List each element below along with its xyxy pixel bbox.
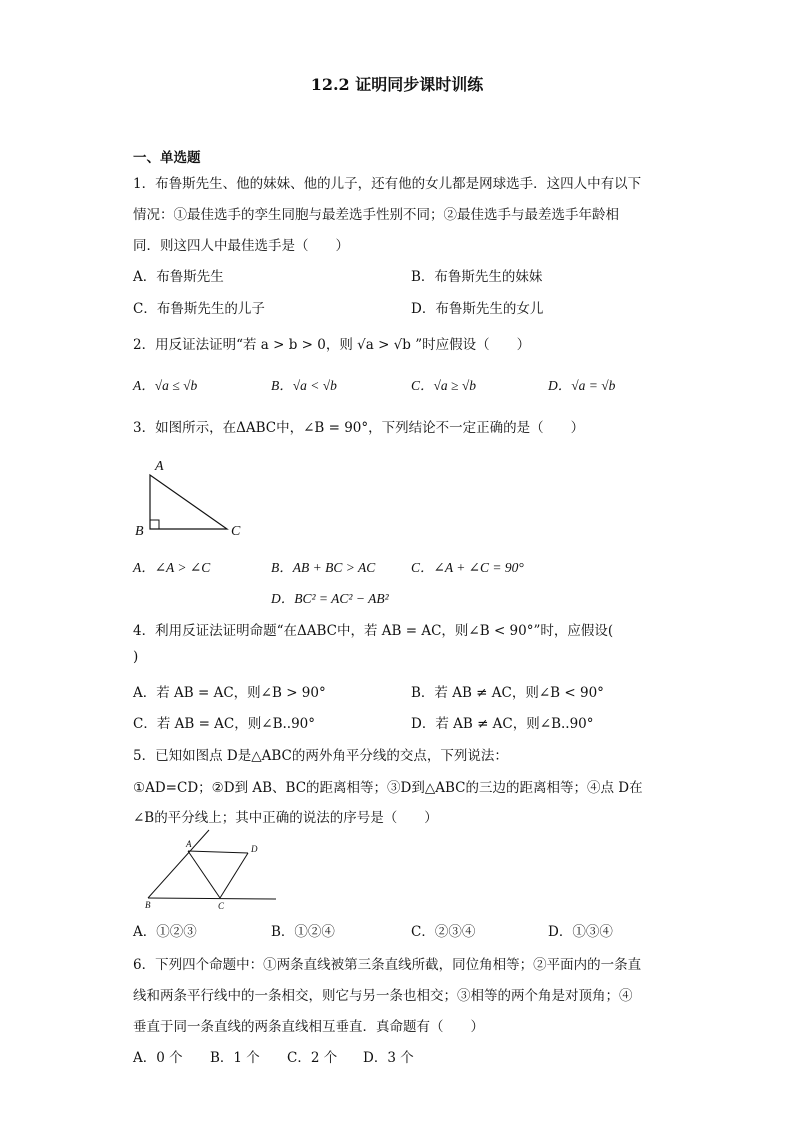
- point-label-a: A: [186, 839, 192, 849]
- q1-option-d: D．布鲁斯先生的女儿: [411, 301, 544, 317]
- segment-ac: [188, 851, 220, 898]
- q4-stem-line1: 4．利用反证法证明命题“在ΔABC中，若 AB = AC，则∠B < 90°”时，应假设(: [133, 623, 614, 639]
- q1-stem-line2: 情况：①最佳选手的孪生同胞与最差选手性别不同；②最佳选手与最差选手年龄相: [133, 207, 619, 223]
- q6-option-d: D．3 个: [363, 1050, 414, 1066]
- q2-option-d: D．√a = √b: [548, 378, 616, 393]
- segment-dc: [220, 853, 248, 898]
- q1-option-c: C．布鲁斯先生的儿子: [133, 301, 265, 317]
- q4-stem-line2: ): [133, 649, 139, 665]
- q2-option-a: A．√a ≤ √b: [133, 378, 198, 393]
- q4-option-c: C．若 AB = AC，则∠B..90°: [133, 716, 316, 732]
- q5-stem-line3: ∠B的平分线上；其中正确的说法的序号是（ ）: [133, 810, 438, 826]
- line-ba-extended: [148, 830, 209, 898]
- vertex-label-a: A: [155, 459, 164, 474]
- q1-stem-line3: 同．则这四人中最佳选手是（ ）: [133, 238, 349, 254]
- section-heading: 一、单选题: [133, 150, 201, 166]
- q5-stem-line1: 5．已知如图点 D是△ABC的两外角平分线的交点，下列说法：: [133, 748, 508, 764]
- q6-stem-line3: 垂直于同一条直线的两条直线相互垂直．真命题有（ ）: [133, 1019, 484, 1035]
- q6-option-c: C．2 个: [287, 1050, 338, 1066]
- right-angle-mark: [150, 520, 159, 529]
- point-label-b: B: [145, 900, 151, 910]
- q4-option-b: B．若 AB ≠ AC，则∠B < 90°: [411, 685, 604, 701]
- q2-stem: 2．用反证法证明“若 a > b > 0，则 √a > √b ”时应假设（ ）: [133, 337, 531, 353]
- q2-option-c: C．√a ≥ √b: [411, 378, 476, 393]
- line-bc-extended: [148, 898, 276, 899]
- q5-option-a: A．①②③: [133, 924, 197, 940]
- q1-option-b: B．布鲁斯先生的妹妹: [411, 269, 543, 285]
- segment-ad: [188, 851, 248, 853]
- vertex-label-b: B: [135, 524, 144, 539]
- page-title: 12.2 证明同步课时训练: [310, 75, 484, 94]
- q5-option-d: D．①③④: [548, 924, 613, 940]
- q1-stem-line1: 1．布鲁斯先生、他的妹妹、他的儿子，还有他的女儿都是网球选手．这四人中有以下: [133, 176, 642, 192]
- q6-option-b: B．1 个: [210, 1050, 260, 1066]
- q5-option-c: C．②③④: [411, 924, 476, 940]
- q6-stem-line2: 线和两条平行线中的一条相交，则它与另一条也相交；③相等的两个角是对顶角；④: [133, 988, 633, 1004]
- q1-option-a: A．布鲁斯先生: [133, 269, 224, 285]
- q3-option-a: A．∠A > ∠C: [133, 560, 211, 575]
- vertex-label-c: C: [231, 524, 241, 539]
- q6-option-a: A．0 个: [133, 1050, 183, 1066]
- triangle-abc: [150, 475, 227, 529]
- q3-triangle-figure: [130, 455, 250, 540]
- q3-option-b: B．AB + BC > AC: [271, 560, 376, 575]
- point-label-d: D: [251, 844, 258, 854]
- q2-option-b: B．√a < √b: [271, 378, 337, 393]
- q4-option-d: D．若 AB ≠ AC，则∠B..90°: [411, 716, 594, 732]
- q5-option-b: B．①②④: [271, 924, 335, 940]
- q5-stem-line2: ①AD=CD；②D到 AB、BC的距离相等；③D到△ABC的三边的距离相等；④点 D在: [133, 780, 643, 796]
- q4-option-a: A．若 AB = AC，则∠B > 90°: [133, 685, 326, 701]
- q6-stem-line1: 6．下列四个命题中：①两条直线被第三条直线所截，同位角相等；②平面内的一条直: [133, 957, 642, 973]
- q3-option-d: D．BC² = AC² − AB²: [271, 591, 389, 606]
- point-label-c: C: [218, 901, 225, 911]
- q5-angle-bisector-figure: [140, 828, 285, 913]
- q3-stem: 3．如图所示，在ΔABC中，∠B = 90°，下列结论不一定正确的是（ ）: [133, 420, 585, 436]
- q3-option-c: C．∠A + ∠C = 90°: [411, 560, 524, 575]
